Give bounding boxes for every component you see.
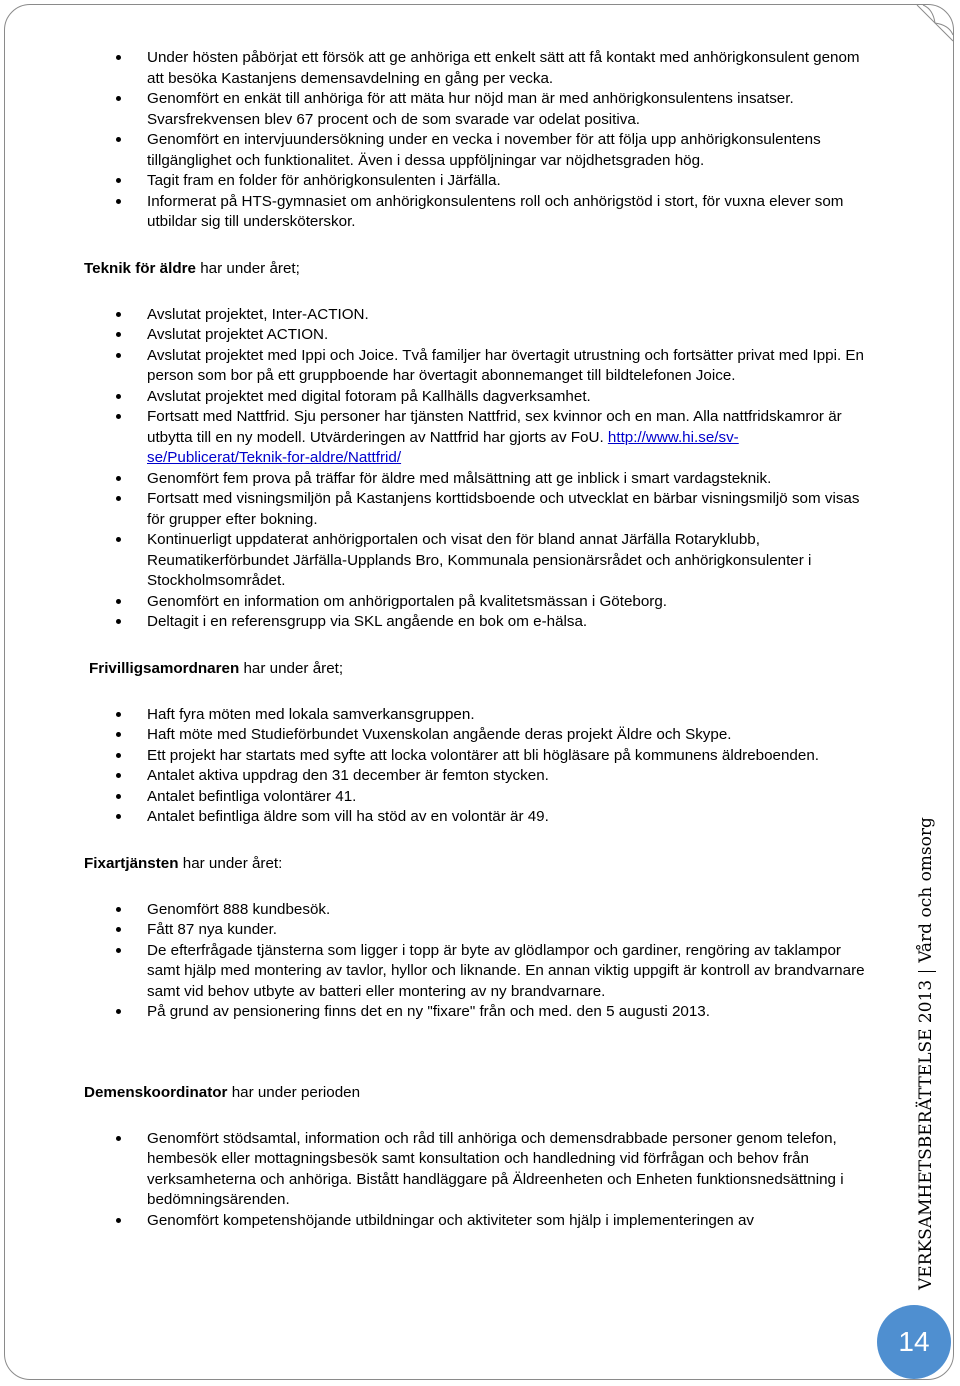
page-corner-curl (913, 5, 953, 45)
fixar-bullet-list (0, 900, 890, 1023)
section-heading-rest: har under perioden (227, 1083, 361, 1101)
sidebar-title: VERKSAMHETSBERÄTTELSE 2013 (916, 979, 936, 1290)
list-item: Antalet befintliga volontärer 41. (0, 787, 872, 808)
section-heading-bold: Fixartjänsten (84, 854, 179, 872)
list-item: Genomfört en intervjuundersökning under en vecka i november för att följa upp anhörigkonsulentens tillgänglighet och funktionalitet. Även i dessa uppföljningar var nöjdhetsgraden hög. (0, 130, 872, 171)
page-content (0, 48, 890, 1231)
section-heading-bold: Demenskoordinator (84, 1083, 228, 1101)
section-heading-teknik (0, 259, 890, 279)
section-heading-rest: har under året: (178, 854, 283, 872)
list-item: Haft möte med Studieförbundet Vuxenskolan angående deras projekt Äldre och Skype. (0, 725, 872, 746)
page-number-badge: 14 (877, 1305, 951, 1379)
list-item: Tagit fram en folder för anhörigkonsulenten i Järfälla. (0, 171, 872, 192)
demens-bullet-list (0, 1129, 890, 1232)
sidebar-subtitle: Vård och omsorg (916, 817, 936, 963)
list-item: De efterfrågade tjänsterna som ligger i topp är byte av glödlampor och gardiner, rengöring av taklampor samt hjälp med montering av tavlor, hyllor och liknande. En annan viktig uppgift är kontroll av brandvarnare samt vid behov utbyte av batteri eller montering av ny brandvarnare. (0, 941, 872, 1003)
list-item: Fått 87 nya kunder. (0, 920, 872, 941)
sidebar-running-title (916, 817, 936, 1290)
section-heading-fixar (0, 854, 890, 874)
list-item: Genomfört en enkät till anhöriga för att mäta hur nöjd man är med anhörigkonsulentens insatser. Svarsfrekvensen blev 67 procent och de som svarade var odelat positiva. (0, 89, 872, 130)
nattfrid-text: Fortsatt med Nattfrid. Sju personer har tjänsten Nattfrid, sex kvinnor och en man. Alla nattfridskamror är utbytta till en ny modell. Utvärderingen av Nattfrid har gjorts av FoU. (147, 408, 842, 446)
list-item: Antalet befintliga äldre som vill ha stöd av en volontär är 49. (0, 807, 872, 828)
list-item: Genomfört fem prova på träffar för äldre med målsättning att ge inblick i smart vardagsteknik. (0, 469, 872, 490)
list-item: Genomfört stödsamtal, information och råd till anhöriga och demensdrabbade personer genom telefon, hembesök eller mottagningsbesök samt konsultation och handledning vid förfrågan och behov från verksamheterna och anhöriga. Bistått handläggare på Äldreenheten och Enheten funktionsnedsättning i bedömningsärenden. (0, 1129, 872, 1211)
list-item: Deltagit i en referensgrupp via SKL angående en bok om e-hälsa. (0, 612, 872, 633)
teknik-bullet-list (0, 305, 890, 633)
list-item-nattfrid (0, 407, 872, 469)
section-heading-rest: har under året; (195, 259, 300, 277)
list-item: Under hösten påbörjat ett försök att ge anhöriga ett enkelt sätt att få kontakt med anhörigkonsulent genom att besöka Kastanjens demensavdelning en gång per vecka. (0, 48, 872, 89)
list-item: Genomfört en information om anhörigportalen på kvalitetsmässan i Göteborg. (0, 592, 872, 613)
list-item: Ett projekt har startats med syfte att locka volontärer att bli högläsare på kommunens äldreboenden. (0, 746, 872, 767)
list-item: Genomfört kompetenshöjande utbildningar och aktiviteter som hjälp i implementeringen av (0, 1211, 872, 1232)
list-item: Fortsatt med visningsmiljön på Kastanjens korttidsboende och utvecklat en bärbar visningsmiljö som visas för grupper efter bokning. (0, 489, 872, 530)
list-item: Kontinuerligt uppdaterat anhörigportalen och visat den för bland annat Järfälla Rotaryklubb, Reumatikerförbundet Järfälla-Upplands Bro, Kommunala pensionärsrådet och anhörigkonsulenter i Stockholmsområdet. (0, 530, 872, 592)
sidebar-separator (918, 971, 936, 972)
list-item: Informerat på HTS-gymnasiet om anhörigkonsulentens roll och anhörigstöd i stort, för vuxna elever som utbildar sig till undersköterskor. (0, 192, 872, 233)
list-item: Avslutat projektet ACTION. (0, 325, 872, 346)
frivillig-bullet-list (0, 705, 890, 828)
section-heading-rest: har under året; (239, 659, 344, 677)
list-item: Avslutat projektet med Ippi och Joice. Två familjer har övertagit utrustning och fortsätter privat med Ippi. En person som bor på ett gruppboende har övertagit abonnemanget till bildtelefonen Joice. (0, 346, 872, 387)
section-heading-bold: Teknik för äldre (84, 259, 196, 277)
section-heading-demens (0, 1083, 890, 1103)
list-item: Genomfört 888 kundbesök. (0, 900, 872, 921)
section-heading-frivillig (0, 659, 890, 679)
list-item: På grund av pensionering finns det en ny "fixare" från och med. den 5 augusti 2013. (0, 1002, 872, 1023)
section-heading-bold: Frivilligsamordnaren (89, 659, 240, 677)
intro-bullet-list (0, 48, 890, 233)
list-item: Avslutat projektet, Inter-ACTION. (0, 305, 872, 326)
list-item: Haft fyra möten med lokala samverkansgruppen. (0, 705, 872, 726)
nattfrid-link[interactable]: http://www.hi.se/sv-se/Publicerat/Teknik-for-aldre/Nattfrid/ (147, 428, 739, 466)
list-item: Antalet aktiva uppdrag den 31 december är femton stycken. (0, 766, 872, 787)
list-item: Avslutat projektet med digital fotoram på Kallhälls dagverksamhet. (0, 387, 872, 408)
